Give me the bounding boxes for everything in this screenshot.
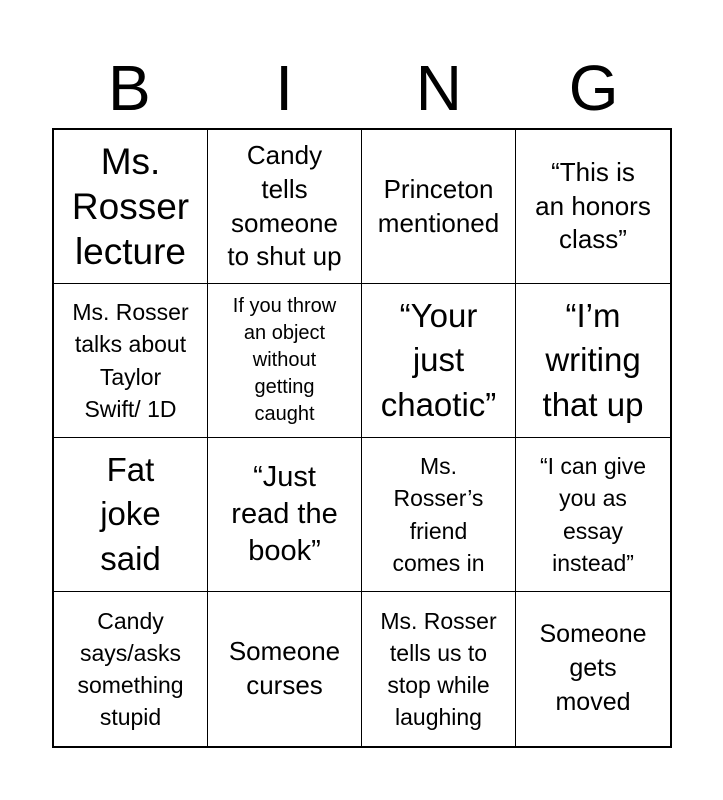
- bingo-cell[interactable]: Fat joke said: [54, 438, 208, 592]
- bingo-cell[interactable]: Someone gets moved: [539, 620, 647, 716]
- header-letter-b: B: [108, 52, 151, 124]
- bingo-cell[interactable]: “I can give you as essay instead”: [516, 438, 670, 592]
- bingo-cell[interactable]: “I’m writing that up: [516, 284, 670, 438]
- bingo-cell[interactable]: “This is an honors class”: [516, 130, 670, 284]
- bingo-cell[interactable]: If you throw an object without getting caught: [208, 284, 362, 438]
- bingo-cell[interactable]: Ms. Rosser talks about Taylor Swift/ 1D: [54, 284, 208, 438]
- header-letter-g: G: [568, 52, 619, 124]
- bingo-header: [52, 48, 671, 128]
- bingo-cell[interactable]: Candy says/asks something stupid: [54, 592, 208, 746]
- bingo-cell[interactable]: Ms. Rosser lecture: [54, 130, 208, 284]
- bingo-cell[interactable]: Ms. Rosser’s friend comes in: [362, 438, 516, 592]
- bingo-cell[interactable]: Princeton mentioned: [362, 130, 516, 284]
- bingo-cell[interactable]: Ms. Rosser tells us to stop while laughing: [362, 592, 516, 746]
- bingo-cell[interactable]: “Just read the book”: [208, 438, 362, 592]
- header-letter-n: N: [415, 52, 462, 124]
- bingo-cell[interactable]: Someone curses: [208, 592, 362, 746]
- bingo-cell[interactable]: Candy tells someone to shut up: [208, 130, 362, 284]
- bingo-cell[interactable]: “Your just chaotic”: [362, 284, 516, 438]
- header-letter-i: I: [275, 52, 294, 124]
- bingo-grid: [52, 128, 672, 748]
